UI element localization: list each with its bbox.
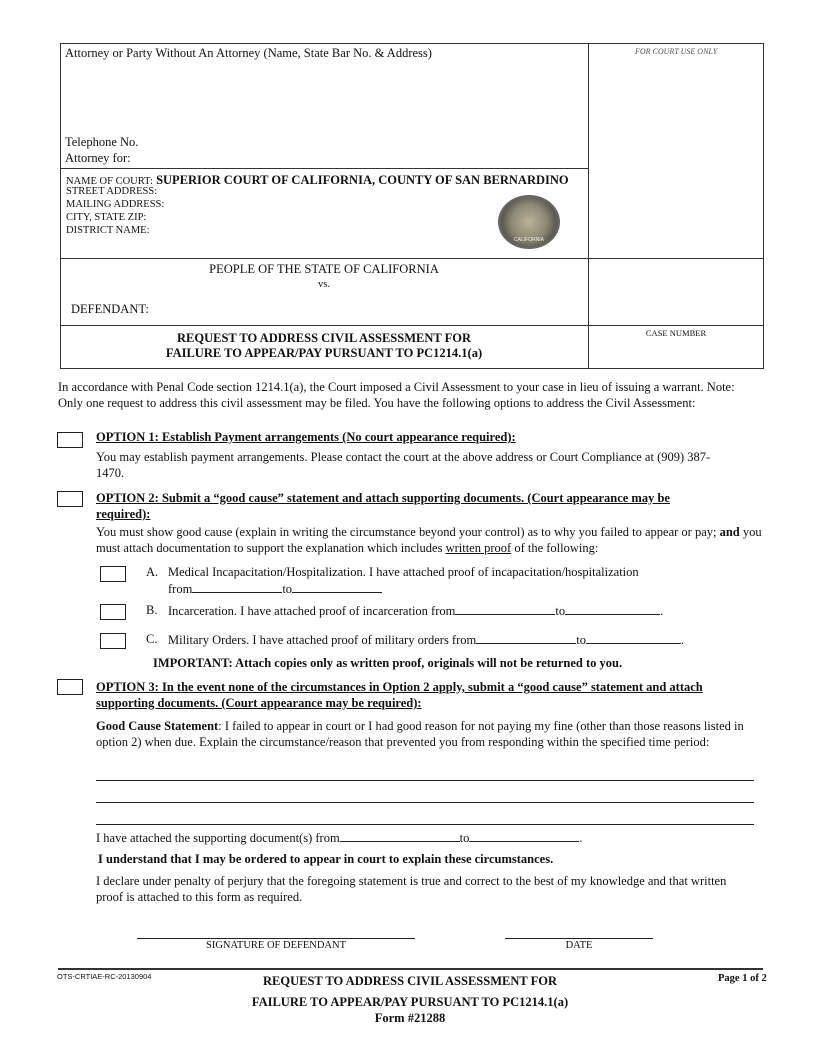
item-c-from-field[interactable] (476, 632, 576, 644)
statement-line-3[interactable] (96, 824, 754, 825)
date-field[interactable] (505, 938, 653, 939)
item-a-to-field[interactable] (292, 581, 382, 593)
statement-line-1[interactable] (96, 780, 754, 781)
city-state-zip-label: CITY, STATE ZIP: (66, 212, 147, 223)
footer-rule (58, 968, 763, 970)
form-title-line2: FAILURE TO APPEAR/PAY PURSUANT TO PC1214.1(a) (165, 346, 483, 360)
divider (60, 325, 764, 326)
important-note: IMPORTANT: Attach copies only as written proof, originals will not be returned to you. (153, 656, 623, 670)
statement-line-2[interactable] (96, 802, 754, 803)
form-page: Attorney or Party Without An Attorney (Name, State Bar No. & Address) Telephone No. Attorney for: FOR COURT USE ONLY NAME OF COURT: SUPERIOR COURT OF CALIFORNIA, COUNTY OF SAN BERNARDINO STREET ADDRESS: MAILING ADDRESS: CITY, STATE ZIP: DISTRICT NAME: CALIFORNIA PEOPLE OF THE STATE OF CALIFORNIA vs. DEFENDANT: REQUEST TO ADDRESS CIVIL ASSESSMENT FOR FAILURE TO APPEAR/PAY PURSUANT TO PC1214.1(a) CASE NUMBER In accordance with Penal Code section 1214.1(a), the Court imposed a Civil Assessment to your case in lieu of issuing a warrant. Note: Only one request to address this civil assessment may be filed. You have the following options to address the Civil Assessment: OPTION 1: Establish Payment arrangements (No court appearance required): You may establish payment arrangements. Please contact the court at the above address or Court Compliance at (909) 387-1470. OPTION 2: Submit a “good cause” statement and attach supporting documents. (Court appearance may be required): You must show good cause (explain in writing the circumstance beyond your control) as to why you failed to appear or pay; and you must attach documentation to support the explanation which includes written proof of the following: A. Medical Incapacitation/Hospitalization. I have attached proof of incapacitation/hospitalization from to B. Incarceration. I have attached proof of incarceration from to . C. Military Orders. I have attached proof of military orders from to . IMPORTANT: Attach copies only as written proof, originals will not be returned to you. OPTION 3: In the event none of the circumstances in Option 2 apply, submit a “good cause” statement and attach supporting documents. (Court appearance may be required): Good Cause Statement: I failed to appear in court or I had good reason for not paying my fine (other than those reasons listed in option 2) when due. Explain the circumstance/reason that prevented you from responding within the specified time period: I have attached the supporting document(s) from to . I understand that I may be ordered to appear in court to explain these circumstances. I declare under penalty of perjury that the foregoing statement is true and correct to the best of my knowledge and that written proof is attached to this form as required. SIGNATURE OF DEFENDANT DATE OTS-CRTIAE-RC-20130904 REQUEST TO ADDRESS CIVIL ASSESSMENT FOR FAILURE TO APPEAR/PAY PURSUANT TO PC1214.1(a) Form #21288 Page 1 of 2 (0, 0, 816, 1056)
item-c-letter: C. (146, 632, 158, 646)
signature-field[interactable] (137, 938, 415, 939)
name-of-court-label: NAME OF COURT: (66, 176, 153, 187)
option2-checkbox[interactable] (57, 491, 83, 507)
defendant-label: DEFENDANT: (71, 302, 149, 316)
option2-body: You must show good cause (explain in writing the circumstance beyond your control) as to why you failed to appear or pay; and you must attach documentation to support the explanation which includes written proof of the following: (96, 525, 762, 555)
page-number: Page 1 of 2 (718, 973, 767, 984)
intro-text: In accordance with Penal Code section 1214.1(a), the Court imposed a Civil Assessment to your case in lieu of issuing a warrant. Note: Only one request to address this civil assessment may be filed. You have the following options to address the Civil Assessment: (58, 380, 735, 410)
item-b-letter: B. (146, 603, 158, 617)
caption-table (60, 43, 764, 369)
vs-label: vs. (318, 279, 330, 290)
item-b-to-field[interactable] (565, 603, 660, 615)
item-c-to-field[interactable] (586, 632, 681, 644)
option3-heading: OPTION 3: In the event none of the circumstances in Option 2 apply, submit a “good cause” statement and attach supporting documents. (Court appearance may be required): (96, 680, 703, 710)
option2a-checkbox[interactable] (100, 566, 126, 582)
date-label: DATE (565, 940, 593, 951)
district-name-label: DISTRICT NAME: (66, 225, 150, 236)
item-a-from-field[interactable] (192, 581, 282, 593)
option2c-checkbox[interactable] (100, 633, 126, 649)
divider (588, 43, 589, 369)
divider (60, 258, 764, 259)
attorney-for-label: Attorney for: (65, 151, 131, 165)
declaration-text: I declare under penalty of perjury that the foregoing statement is true and correct to the best of my knowledge and that written proof is attached to this form as required. (96, 874, 727, 904)
good-cause-statement-text: Good Cause Statement: I failed to appear in court or I had good reason for not paying my fine (other than those reasons listed in option 2) when due. Explain the circumstance/reason that prevented you from responding within the specified time period: (96, 719, 744, 749)
divider (60, 168, 588, 169)
footer-title-line1: REQUEST TO ADDRESS CIVIL ASSESSMENT FOR (263, 974, 557, 988)
attached-from-field[interactable] (340, 830, 460, 842)
people-label: PEOPLE OF THE STATE OF CALIFORNIA (209, 262, 439, 276)
understand-statement: I understand that I may be ordered to appear in court to explain these circumstances. (98, 852, 554, 866)
form-code: OTS-CRTIAE-RC-20130904 (57, 972, 152, 981)
street-address-label: STREET ADDRESS: (66, 186, 158, 197)
mailing-address-label: MAILING ADDRESS: (66, 199, 165, 210)
telephone-label: Telephone No. (65, 135, 139, 149)
form-number: Form #21288 (374, 1011, 446, 1025)
option1-heading: OPTION 1: Establish Payment arrangements (No court appearance required): (96, 430, 516, 444)
attached-to-field[interactable] (469, 830, 579, 842)
option3-checkbox[interactable] (57, 679, 83, 695)
case-number-label: CASE NUMBER (645, 328, 707, 338)
item-a-letter: A. (146, 565, 159, 579)
california-seal-logo: CALIFORNIA (498, 195, 560, 249)
option2-heading: OPTION 2: Submit a “good cause” statement and attach supporting documents. (Court appearance may be required): (96, 491, 670, 521)
court-use-label: FOR COURT USE ONLY (635, 47, 718, 56)
item-a-text: Medical Incapacitation/Hospitalization. I have attached proof of incapacitation/hospitalization (168, 565, 639, 579)
form-title-line1: REQUEST TO ADDRESS CIVIL ASSESSMENT FOR (177, 331, 471, 345)
option1-checkbox[interactable] (57, 432, 83, 448)
signature-label: SIGNATURE OF DEFENDANT (205, 940, 346, 951)
attorney-label: Attorney or Party Without An Attorney (Name, State Bar No. & Address) (65, 46, 432, 60)
item-b-from-field[interactable] (455, 603, 555, 615)
court-name: SUPERIOR COURT OF CALIFORNIA, COUNTY OF SAN BERNARDINO (156, 173, 569, 187)
footer-title-line2: FAILURE TO APPEAR/PAY PURSUANT TO PC1214.1(a) (251, 995, 569, 1009)
option1-body: You may establish payment arrangements. Please contact the court at the above address or Court Compliance at (909) 387-1470. (96, 450, 711, 480)
option2b-checkbox[interactable] (100, 604, 126, 620)
